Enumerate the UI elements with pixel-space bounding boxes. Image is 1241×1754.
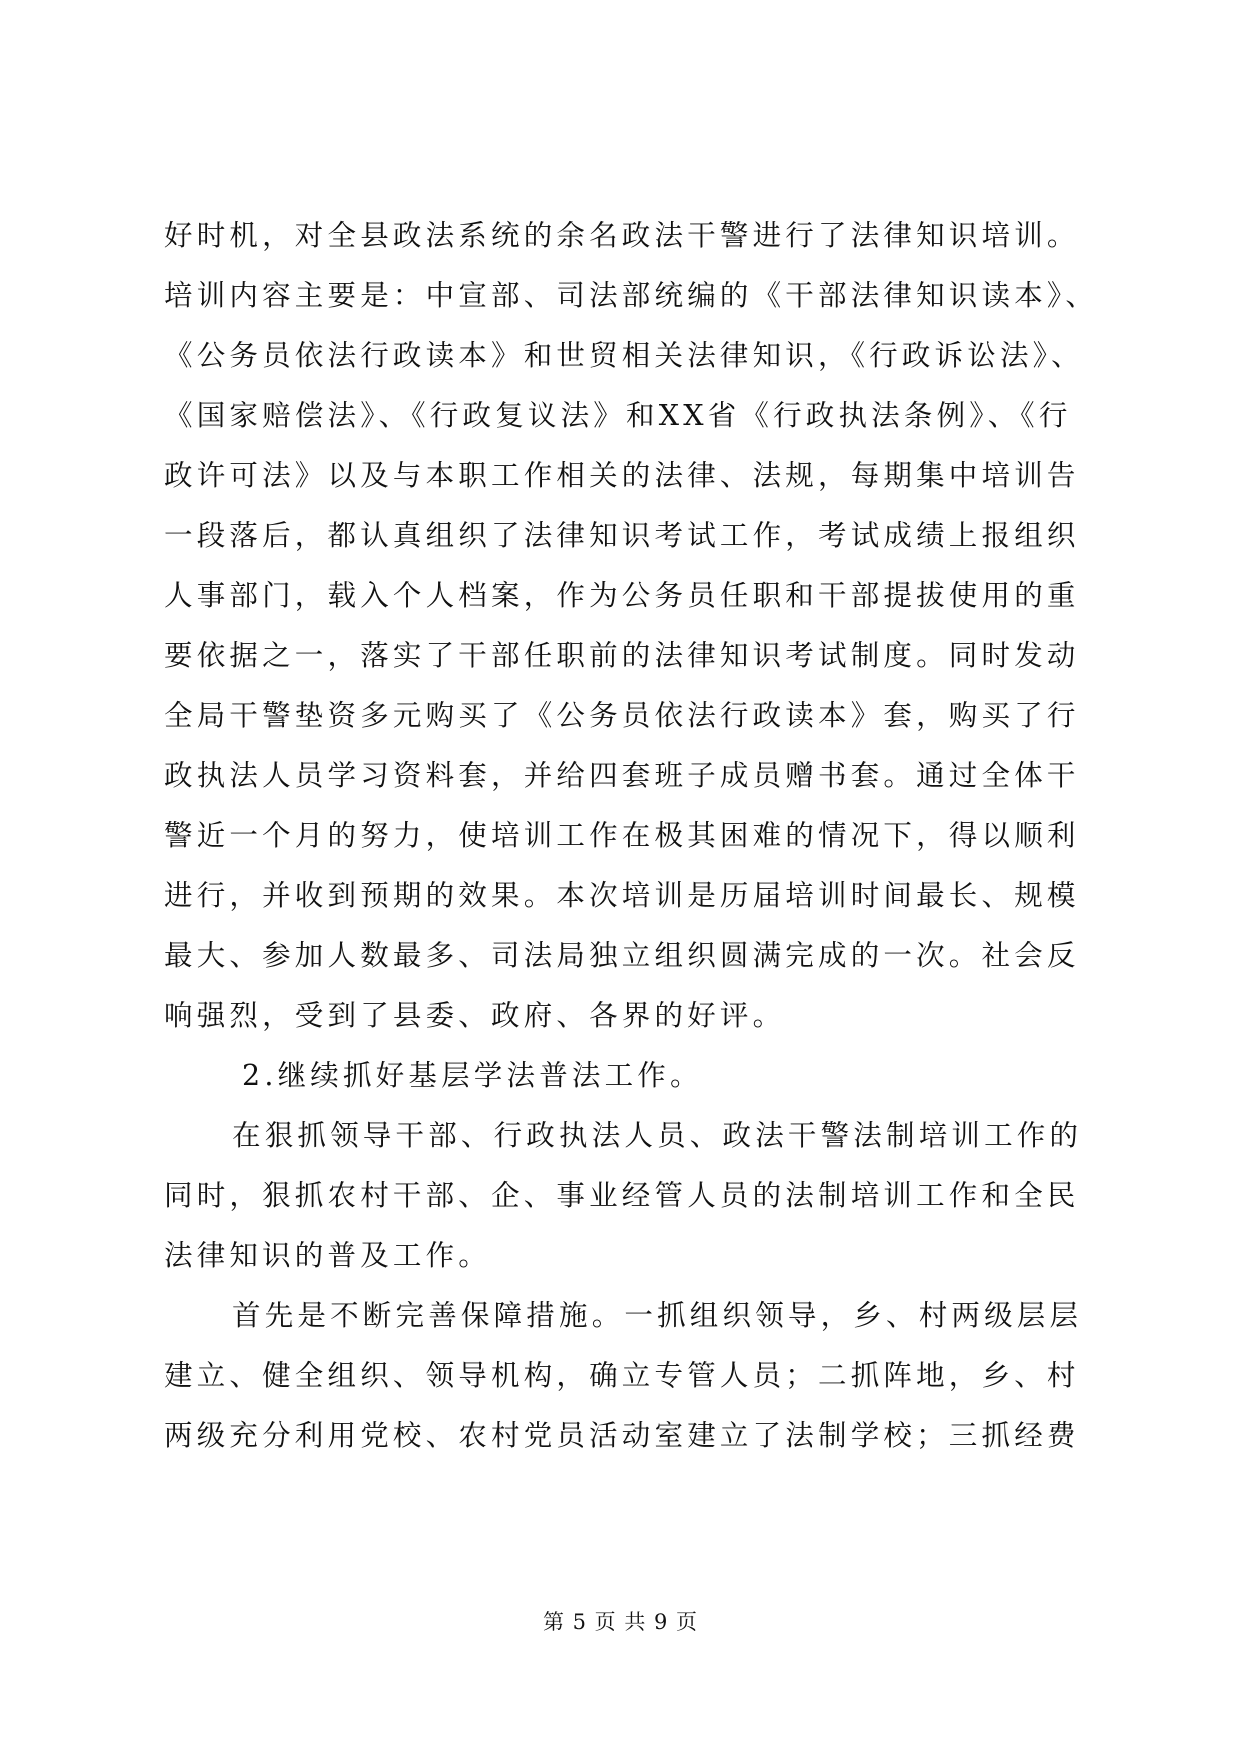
- text-line: 好时机，对全县政法系统的余名政法干警进行了法律知识培训。: [164, 219, 1080, 252]
- text-line: 培训内容主要是：中宣部、司法部统编的《干部法律知识读本》、: [164, 279, 1099, 312]
- text-line: 人事部门，载入个人档案，作为公务员任职和干部提拔使用的重: [164, 579, 1080, 612]
- text-line: 两级充分利用党校、农村党员活动室建立了法制学校；三抓经费: [164, 1419, 1080, 1452]
- text-line: 最大、参加人数最多、司法局独立组织圆满完成的一次。社会反: [164, 939, 1080, 972]
- text-line: 同时，狠抓农村干部、企、事业经管人员的法制培训工作和全民: [164, 1179, 1080, 1212]
- text-line: 要依据之一，落实了干部任职前的法律知识考试制度。同时发动: [164, 639, 1080, 672]
- section-heading: 2.继续抓好基层学法普法工作。: [242, 1059, 703, 1092]
- page-number-footer: 第 5 页 共 9 页: [542, 1610, 699, 1634]
- text-line: 法律知识的普及工作。: [164, 1239, 492, 1272]
- text-line: 警近一个月的努力，使培训工作在极其困难的情况下，得以顺利: [164, 819, 1080, 852]
- text-line: 建立、健全组织、领导机构，确立专管人员；二抓阵地，乡、村: [164, 1359, 1080, 1392]
- text-line: 《国家赔偿法》、《行政复议法》和XX省《行政执法条例》、《行: [164, 399, 1072, 432]
- paragraph-first-line: 首先是不断完善保障措施。一抓组织领导，乡、村两级层层: [232, 1299, 1083, 1332]
- body-text: [164, 206, 1099, 1466]
- text-line: 政执法人员学习资料套，并给四套班子成员赠书套。通过全体干: [164, 759, 1080, 792]
- text-line: 政许可法》以及与本职工作相关的法律、法规，每期集中培训告: [164, 459, 1080, 492]
- text-line: 响强烈，受到了县委、政府、各界的好评。: [164, 999, 786, 1032]
- text-line: 全局干警垫资多元购买了《公务员依法行政读本》套，购买了行: [164, 699, 1080, 732]
- paragraph-first-line: 在狠抓领导干部、行政执法人员、政法干警法制培训工作的: [232, 1119, 1083, 1152]
- text-line: 《公务员依法行政读本》和世贸相关法律知识，《行政诉讼法》、: [164, 339, 1084, 372]
- text-line: 进行，并收到预期的效果。本次培训是历届培训时间最长、规模: [164, 879, 1080, 912]
- text-line: 一段落后，都认真组织了法律知识考试工作，考试成绩上报组织: [164, 519, 1080, 552]
